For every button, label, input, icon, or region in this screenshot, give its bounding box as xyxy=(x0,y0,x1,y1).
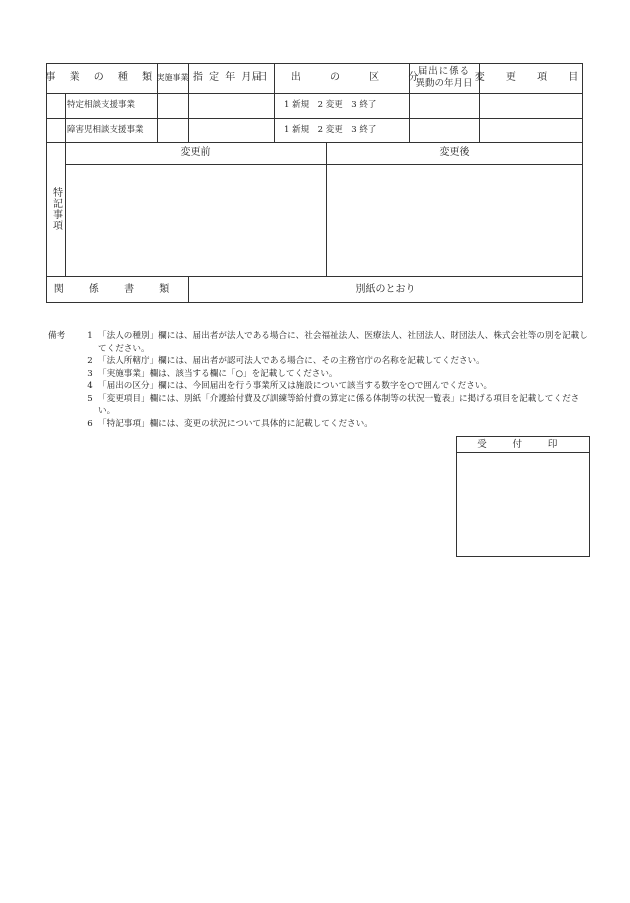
header-designation-date: 指 定 年 月 日 xyxy=(192,72,270,83)
note-number: 1 xyxy=(87,331,93,341)
note-text: 「法人の種別」欄には、届出者が法人である場合に、社会福祉法人、医療法人、社団法人、財団法人、株式会社等の別を記載してください。 xyxy=(98,331,588,354)
note-item xyxy=(48,368,593,381)
special-notes-label xyxy=(46,142,65,276)
reception-stamp-box xyxy=(456,436,590,557)
header-change-items: 変 更 項 目 xyxy=(474,72,588,83)
note-text: 「実施事業」欄は、該当する欄に「○」を記載してください。 xyxy=(98,368,338,379)
row-change-date-cell[interactable] xyxy=(409,118,479,142)
header-change-date-line2: 異動の年月日 xyxy=(415,78,473,89)
notification-table xyxy=(45,63,588,303)
row-change-items-cell[interactable] xyxy=(479,118,583,142)
note-text: 「変更項目」欄には、別紙「介護給付費及び訓練等給付費の算定に係る体制等の状況一覧表」に掲げる項目を記載してください。 xyxy=(98,393,580,416)
note-item xyxy=(48,330,593,355)
header-implementation: 実施事業 xyxy=(156,73,189,83)
note-text: 「届出の区分」欄には、今回届出を行う事業所又は施設について該当する数字を○で囲んでください。 xyxy=(98,381,493,391)
row-implementation-cell[interactable] xyxy=(157,118,188,142)
related-docs-value: 別紙のとおり xyxy=(355,283,416,295)
special-notes-before-field[interactable] xyxy=(65,164,326,276)
special-notes-before-header: 変更前 xyxy=(180,147,211,158)
header-notification-category: 届 出 の 区 分 xyxy=(251,72,432,83)
notes-section xyxy=(48,330,593,430)
special-notes-after-field[interactable] xyxy=(326,164,583,276)
header-business-type: 事 業 の 種 類 xyxy=(45,72,158,83)
special-notes-after-header: 変更後 xyxy=(439,147,470,158)
note-number: 3 xyxy=(87,368,93,379)
note-number: 5 xyxy=(87,393,93,404)
reception-stamp-area[interactable] xyxy=(457,453,589,556)
header-change-date-line1: 届出に係る xyxy=(417,66,471,77)
note-number: 2 xyxy=(87,356,93,366)
row-business-child: 障害児相談支援事業 xyxy=(67,124,144,135)
row-business-specified: 特定相談支援事業 xyxy=(67,100,136,111)
note-item xyxy=(48,380,593,393)
row-category-options[interactable]: 1 新規 2 変更 3 終了 xyxy=(284,100,377,111)
related-docs-label: 関 係 書 類 xyxy=(53,283,181,295)
reception-stamp-label: 受 付 印 xyxy=(477,438,569,450)
note-item xyxy=(48,418,593,431)
row-designation-date-cell[interactable] xyxy=(188,93,274,118)
note-text: 「特記事項」欄には、変更の状況について具体的に記載してください。 xyxy=(98,418,373,429)
note-item xyxy=(48,355,593,368)
row-change-date-cell[interactable] xyxy=(409,93,479,118)
note-number: 6 xyxy=(87,418,93,429)
header-change-date xyxy=(409,63,479,93)
row-implementation-cell[interactable] xyxy=(157,93,188,118)
row-change-items-cell[interactable] xyxy=(479,93,583,118)
notes-heading: 備考 xyxy=(48,331,66,341)
row-designation-date-cell[interactable] xyxy=(188,118,274,142)
row-category-options[interactable]: 1 新規 2 変更 3 終了 xyxy=(284,124,377,135)
special-notes-label-text: 特記事項 xyxy=(50,187,62,231)
note-text: 「法人所轄庁」欄には、届出者が認可法人である場合に、その主務官庁の名称を記載してください。 xyxy=(98,356,485,366)
note-number: 4 xyxy=(87,381,93,391)
note-item xyxy=(48,393,593,418)
